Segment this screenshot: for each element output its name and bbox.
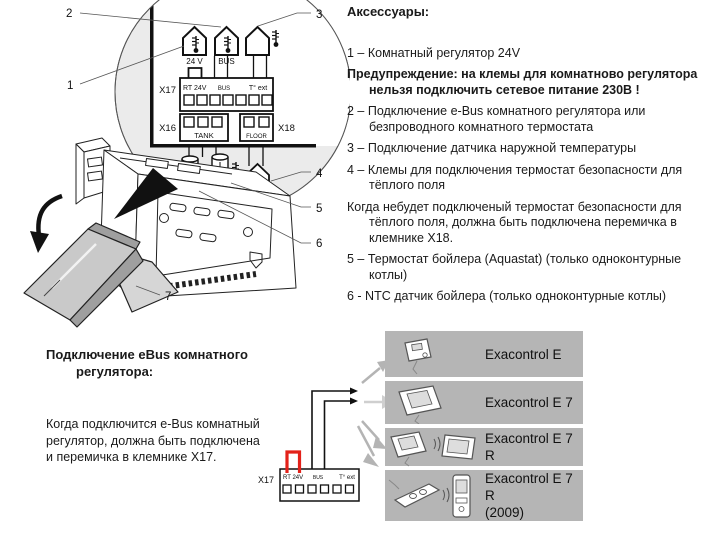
callout-1: 1 [67,80,74,92]
table-row-exacontrol-e [385,331,583,377]
x17-bus-label: BUS [217,86,231,92]
ebus-body: Когда подключится e-Bus комнатный регулятор, должна быть подключена и перемичка в клемнике X17. [46,417,260,464]
accessory-item-4: 4 – Клемы для подключения термостат безопасности для тёплого поля [347,162,683,192]
accessory-item-6: 6 - NTC датчик бойлера (только одноконтурные котлы) [347,289,667,303]
row-label: Exacontrol E [485,346,562,362]
controls-table [385,331,583,521]
x17-wiring-diagram [250,355,400,525]
accessory-item-1: 1 – Комнатный регулятор 24V [347,45,521,60]
accessory-item-3: 3 – Подключение датчика наружной температуры [347,141,637,155]
callout-3: 3 [316,9,323,21]
x17-rt24v-label: RT 24V [183,85,207,92]
accessory-warning: Предупреждение: на клемы для комнатново регулятора нельзя подключить сетевое питание 230В ! [347,67,698,97]
x17-bottom-label: X17 [258,475,275,485]
board-edge-vertical [150,0,154,147]
x18-label: X18 [278,123,295,134]
radio-waves-icon [443,488,449,502]
ebus-wires [312,391,350,469]
callout-5: 5 [316,203,323,215]
x17b-bus-label: BUS [312,475,324,481]
accessory-item-2: 2 – Подключение e-Bus комнатного регулятора или безпроводного комнатного термостата [347,104,646,134]
table-row-exacontrol-e7r [385,428,583,466]
thermostat-e-icon [387,333,483,375]
radio-waves-icon [434,437,440,451]
callout-4: 4 [316,168,323,180]
terminal-block-x16-tank [180,114,228,141]
terminal-block-x18-floor [240,114,273,141]
accessory-item-5: 5 – Термостат бойлера (Aquastat) (только одноконтурные котлы) [347,252,682,282]
thermostat-e7-icon [387,382,483,424]
row-sublabel: (2009) [485,505,525,520]
accessories-section [347,4,699,311]
callout-2: 2 [66,8,73,20]
label-bus-house: BUS [218,57,235,66]
row-label: Exacontrol E 7 [485,395,573,410]
x17-text-label: T° ext [248,85,268,92]
callout-6: 6 [316,238,323,250]
installation-diagram [0,0,350,335]
x17-label: X17 [159,85,176,96]
ebus-section [46,346,271,466]
remote-and-receiver-icons [387,472,487,520]
x16-label: X16 [159,123,176,134]
thermostat-e7r-icons [387,427,487,467]
floor-label: FLOOR [246,134,267,140]
row-label: Exacontrol E 7 R [485,431,573,463]
accessories-title: Аксессуары: [347,4,430,19]
table-row-exacontrol-e7r-2009 [385,470,583,521]
row-label: Exacontrol E 7 R (2009) [485,470,583,521]
board-edge-horizontal [150,144,316,148]
open-arrow-icon [30,196,62,253]
table-row-exacontrol-e7 [385,381,583,424]
terminal-block-x17 [180,78,273,111]
tank-label: TANK [194,131,214,140]
x17b-text-label: T° ext [339,475,355,481]
ebus-title: Подключение eBus комнатного регулятора: [46,347,248,379]
callout-7: 7 [165,291,172,303]
accessory-note-x18: Когда небудет подключеный термостат безопасности для тёплого поля, должна быть подключена перемичка в клемнике X18. [347,199,682,245]
x17b-rt24v-label: RT 24V [283,475,304,481]
label-24v: 24 V [186,57,203,66]
